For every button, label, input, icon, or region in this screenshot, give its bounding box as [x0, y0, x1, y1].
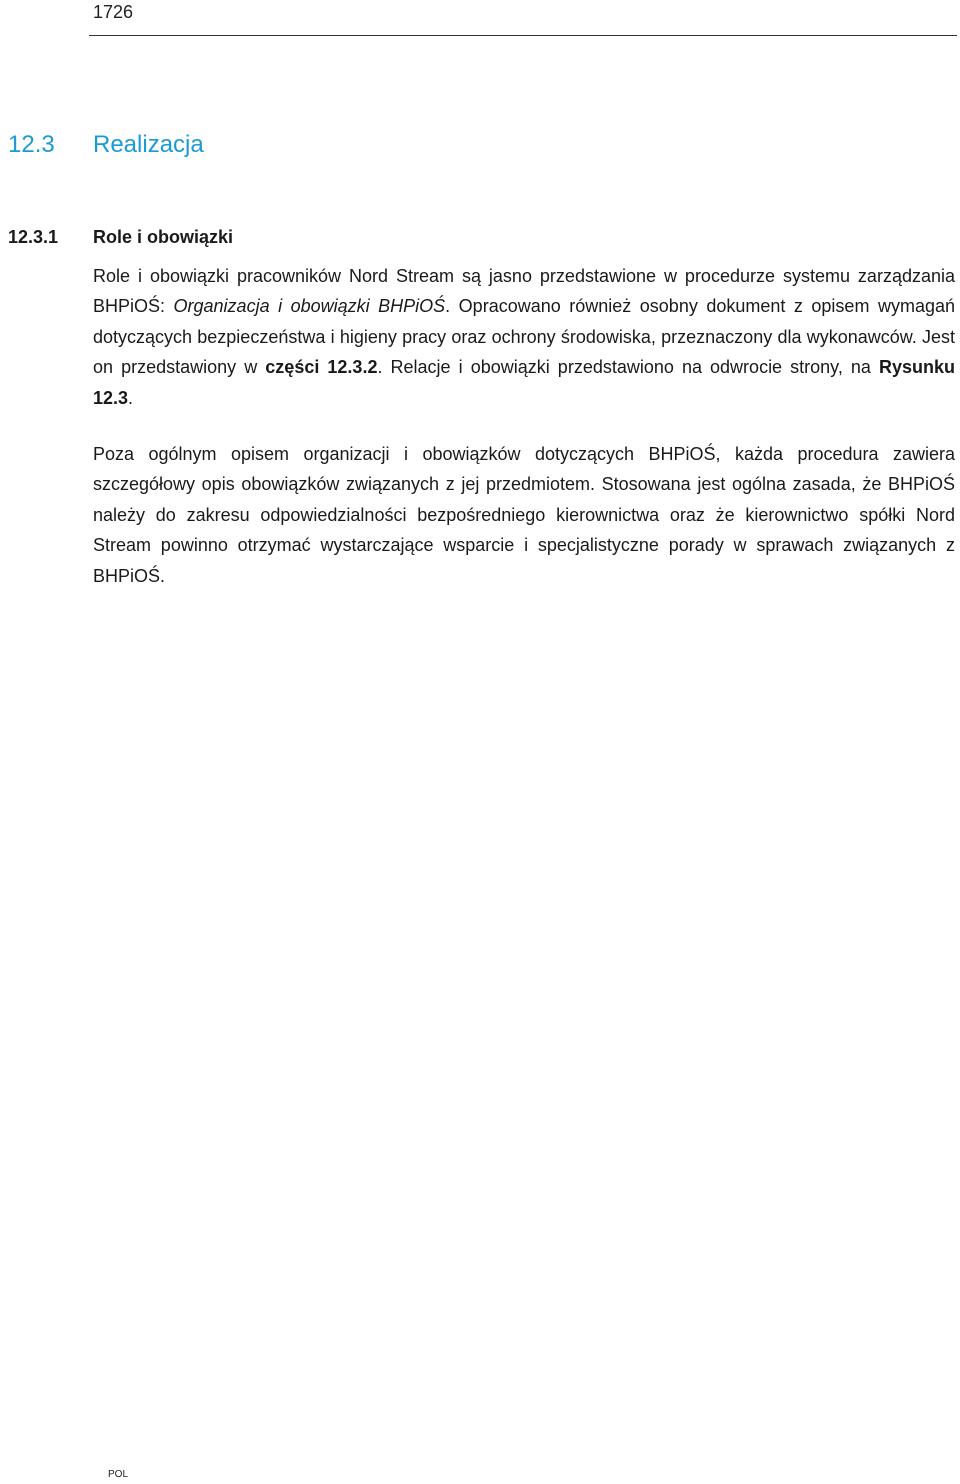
section-number: 12.3: [8, 131, 55, 158]
section-title: Realizacja: [93, 131, 204, 158]
subsection-number: 12.3.1: [8, 227, 59, 247]
paragraph-text: Role i obowiązki pracowników Nord Stream są jasno przedstawione w procedurze systemu zarządzania BHPiOŚ:: [93, 266, 955, 317]
paragraph-general-principle: Poza ogólnym opisem organizacji i obowiązków dotyczących BHPiOŚ, każda procedura zawiera szczegółowy opis obowiązków związanych z jej przedmiotem. Stosowana jest ogólna zasada, że BHPiOŚ należy do zakresu odpowiedzialności bezpośredniego kierownictwa oraz że kierownictwo spółki Nord Stream powinno otrzymać wystarczające wsparcie i specjalistyczne porady w sprawach związanych z BHPiOŚ.: [93, 444, 955, 586]
paragraph-text: .: [128, 387, 134, 408]
section-heading: [8, 128, 204, 162]
paragraph-roles: [93, 261, 955, 413]
header-divider: [89, 35, 957, 36]
procedure-reference: Organizacja i obowiązki BHPiOŚ: [173, 296, 446, 317]
footer-language-code: POL: [108, 1469, 129, 1480]
figure-reference: Rysunku 12.3: [93, 357, 956, 408]
paragraph-text: . Opracowano również osobny dokument z opisem wymagań dotyczących bezpieczeństwa i higieny pracy oraz ochrony środowiska, przeznaczony dla wykonawców. Jest on przedstawiony w: [93, 296, 955, 378]
page-number: 1726: [93, 2, 134, 22]
subsection-heading: [8, 224, 233, 250]
subsection-title: Role i obowiązki: [93, 227, 234, 247]
paragraph-text: . Relacje i obowiązki przedstawiono na odwrocie strony, na: [377, 357, 879, 378]
section-reference: części 12.3.2: [265, 357, 378, 378]
